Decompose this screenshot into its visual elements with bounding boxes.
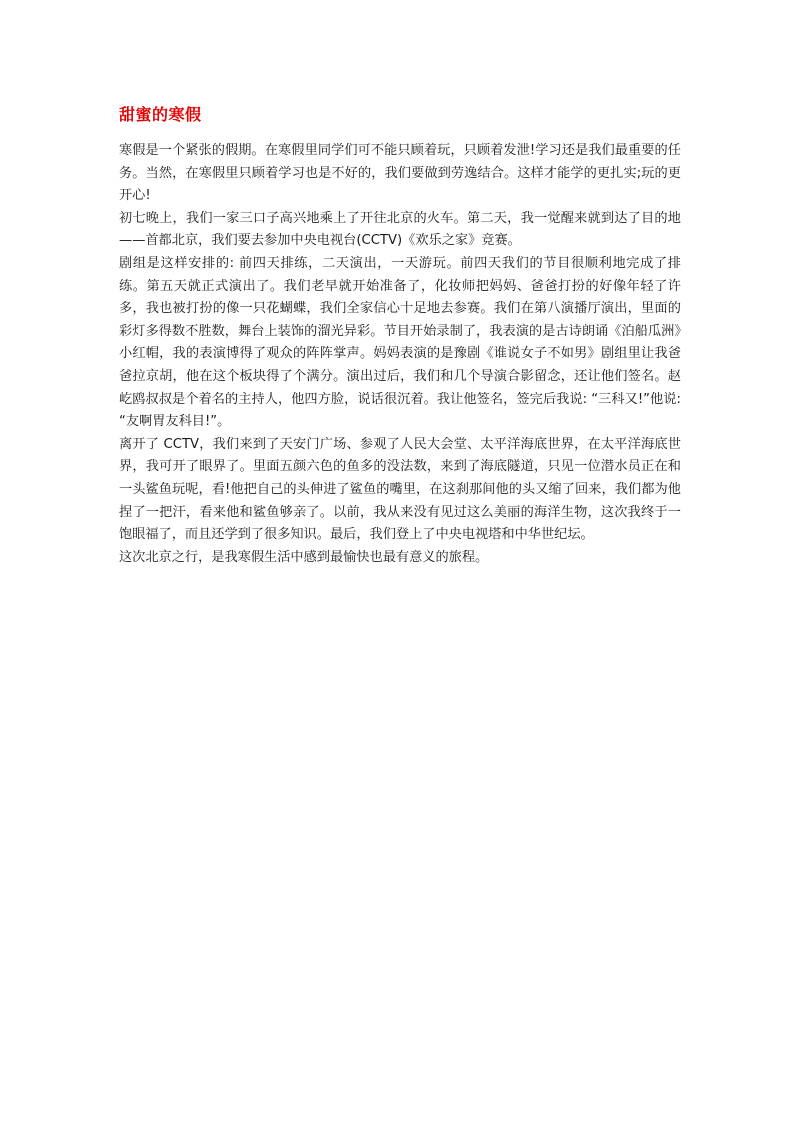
paragraph-sightseeing: 离开了 CCTV，我们来到了天安门广场、参观了人民大会堂、太平洋海底世界，在太平洋海底世界，我可开了眼界了。里面五颜六色的鱼多的没法数，来到了海底隧道，只见一位潜水员正在和一头鲨鱼玩呢，看!他把自己的头伸进了鲨鱼的嘴里，在这刹那间他的头又缩了回来，我们都为他捏了一把汗，看来他和鲨鱼够亲了。以前，我从来没有见过这么美丽的海洋生物，这次我终于一饱眼福了，而且还学到了很多知识。最后，我们登上了中央电视塔和中华世纪坛。 bbox=[119, 436, 681, 543]
paragraph-intro: 寒假是一个紧张的假期。在寒假里同学们可不能只顾着玩，只顾着发泄!学习还是我们最重要的任务。当然，在寒假里只顾着学习也是不好的，我们要做到劳逸结合。这样才能学的更扎实;玩的更开心! bbox=[119, 143, 681, 204]
paragraph-trip: 初七晚上，我们一家三口子高兴地乘上了开往北京的火车。第二天，我一觉醒来就到达了目的地——首都北京，我们要去参加中央电视台(CCTV)《欢乐之家》竞赛。 bbox=[119, 210, 681, 249]
paragraph-performance: 剧组是这样安排的: 前四天排练，二天演出，一天游玩。前四天我们的节目很顺利地完成了排练。第五天就正式演出了。我们老早就开始准备了，化妆师把妈妈、爸爸打扮的好像年轻了许多，我也被打扮的像一只花蝴蝶，我们全家信心十足地去参赛。我们在第八演播厅演出，里面的彩灯多得数不胜数，舞台上装饰的溜光异彩。节目开始录制了，我表演的是古诗朗诵《泊船瓜洲》小红帽，我的表演博得了观众的阵阵掌声。妈妈表演的是豫剧《谁说女子不如男》剧组里让我爸爸拉京胡，他在这个板块得了个满分。演出过后，我们和几个导演合影留念，还让他们签名。赵屹鸥叔叔是个着名的主持人，他四方脸，说话很沉着。我让他签名，签完后我说: “三科又!”他说: “友啊胃友科目!”。 bbox=[119, 255, 681, 430]
paragraph-conclusion: 这次北京之行，是我寒假生活中感到最愉快也最有意义的旅程。 bbox=[119, 549, 489, 565]
article bbox=[119, 104, 681, 569]
article-title: 甜蜜的寒假 bbox=[119, 105, 202, 124]
